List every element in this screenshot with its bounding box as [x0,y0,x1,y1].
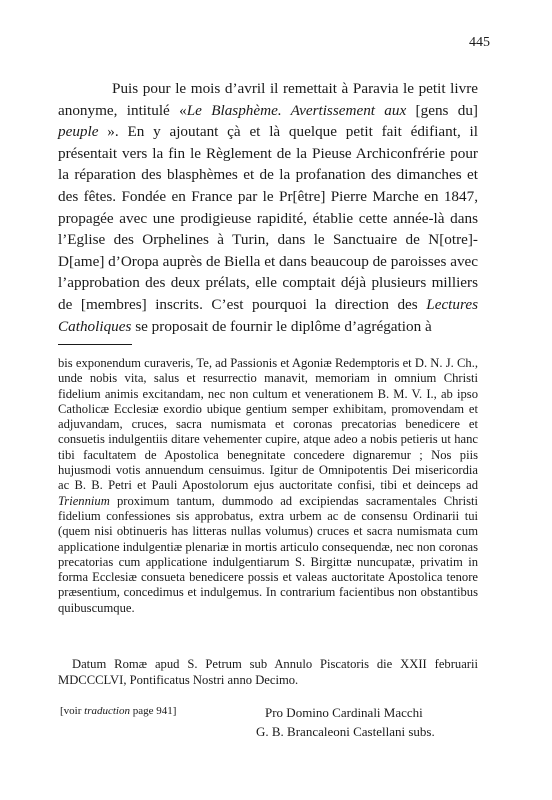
datum-line: Datum Romæ apud S. Petrum sub Annulo Piscatoris die XXII februarii MDCCCLVI, Pontificatus Nostri anno Decimo. [58,657,478,687]
main-paragraph [58,78,478,337]
page-number: 445 [469,35,490,50]
footnote-text-part: proximum tantum, dummodo ad excipiendas sacramentales Christi fidelium confessiones sis approbatus, extra urbem ac de consensu Ordinarii tui (quem nisi obtinueris has litteras nullas volumus) cruces et sacra numismata cum applicatione indulgentiæ plenariæ in mortis articulo consequendæ, nec non coronas precatorias cum applicatione indulgentiarum S. Birgittæ nuncupatæ, privatim in forma Ecclesiæ consueta benedicere possis et valeas auctoritate Apostolica tenore præsentium, concedimus et indulgemus. In contrarium facientibus non obstantibus quibuscumque. [58,493,478,615]
voir-italic: traduction [84,705,130,717]
book-title: peuple [58,123,99,141]
footnote-separator [58,344,132,345]
book-title: Le Blasphème. Avertissement aux [186,101,407,119]
series-title: Lectures Catholiques [58,295,478,335]
voir-close: page 941] [129,705,177,717]
footnote-text-part: bis exponendum curaveris, Te, ad Passionis et Agoniæ Redemptoris et D. N. J. Ch., unde nobis vita, salus et resurrectio manavit, memoriam in omnium Christi fidelium animis excitandam, nec non cultum et venerationem B. M. V. I., ab ipso Catholicæ Ecclesiæ exordio ubique gentium semper exhibitam, promovendam et adjuvandam, cruces, sacra numismata et coronas precatorias benedicere et consuetis indulgentiis ditare vehementer cupire, atque adeo a nobis petieris ut hanc tibi facultatem de Apostolica benegnitate concedere dignaremur ; Nos piis hujusmodi votis annuendum censuimus. Igitur de Omnipotentis Dei misericordia ac B. B. Petri et Pauli Apostolorum ejus auctoritate confisi, tibi et deinceps ad [58,356,478,493]
main-text-part: [gens du] [406,101,478,119]
footnote-paragraph [58,356,478,616]
signature-line-2: G. B. Brancaleoni Castellani subs. [256,724,435,739]
voir-open: [voir [60,705,85,717]
main-text-part: Puis pour le mois d’avril il remettait à Paravia le petit livre anonyme, intitulé « [58,80,478,119]
signature-line-1: Pro Domino Cardinali Macchi [265,705,423,720]
main-text-part: ». En y ajoutant çà et là quelque petit fait édifiant, il présentait vers la fin le Règlement de la Pieuse Archiconfrérie pour la réparation des blasphèmes et de la profanation des dimanches et des fêtes. Fondée en France par le Pr[être] Pierre Marche en 1847, propagée avec une prodigieuse rapidité, établie cette année-là dans l’Eglise des Orphelines à Turin, dans le Sanctuaire de N[otre]-D[ame] d’Oropa auprès de Biella et dans beaucoup de paroisses avec l’approbation des deux prélats, elle comptait déjà plusieurs milliers de [membres] inscrits. C’est pourquoi la direction des [58,123,479,313]
main-text-part: se proposait de fournir le diplôme d’agrégation à [131,317,432,335]
footnote-italic: Triennium [58,493,110,508]
translation-reference [60,705,176,717]
